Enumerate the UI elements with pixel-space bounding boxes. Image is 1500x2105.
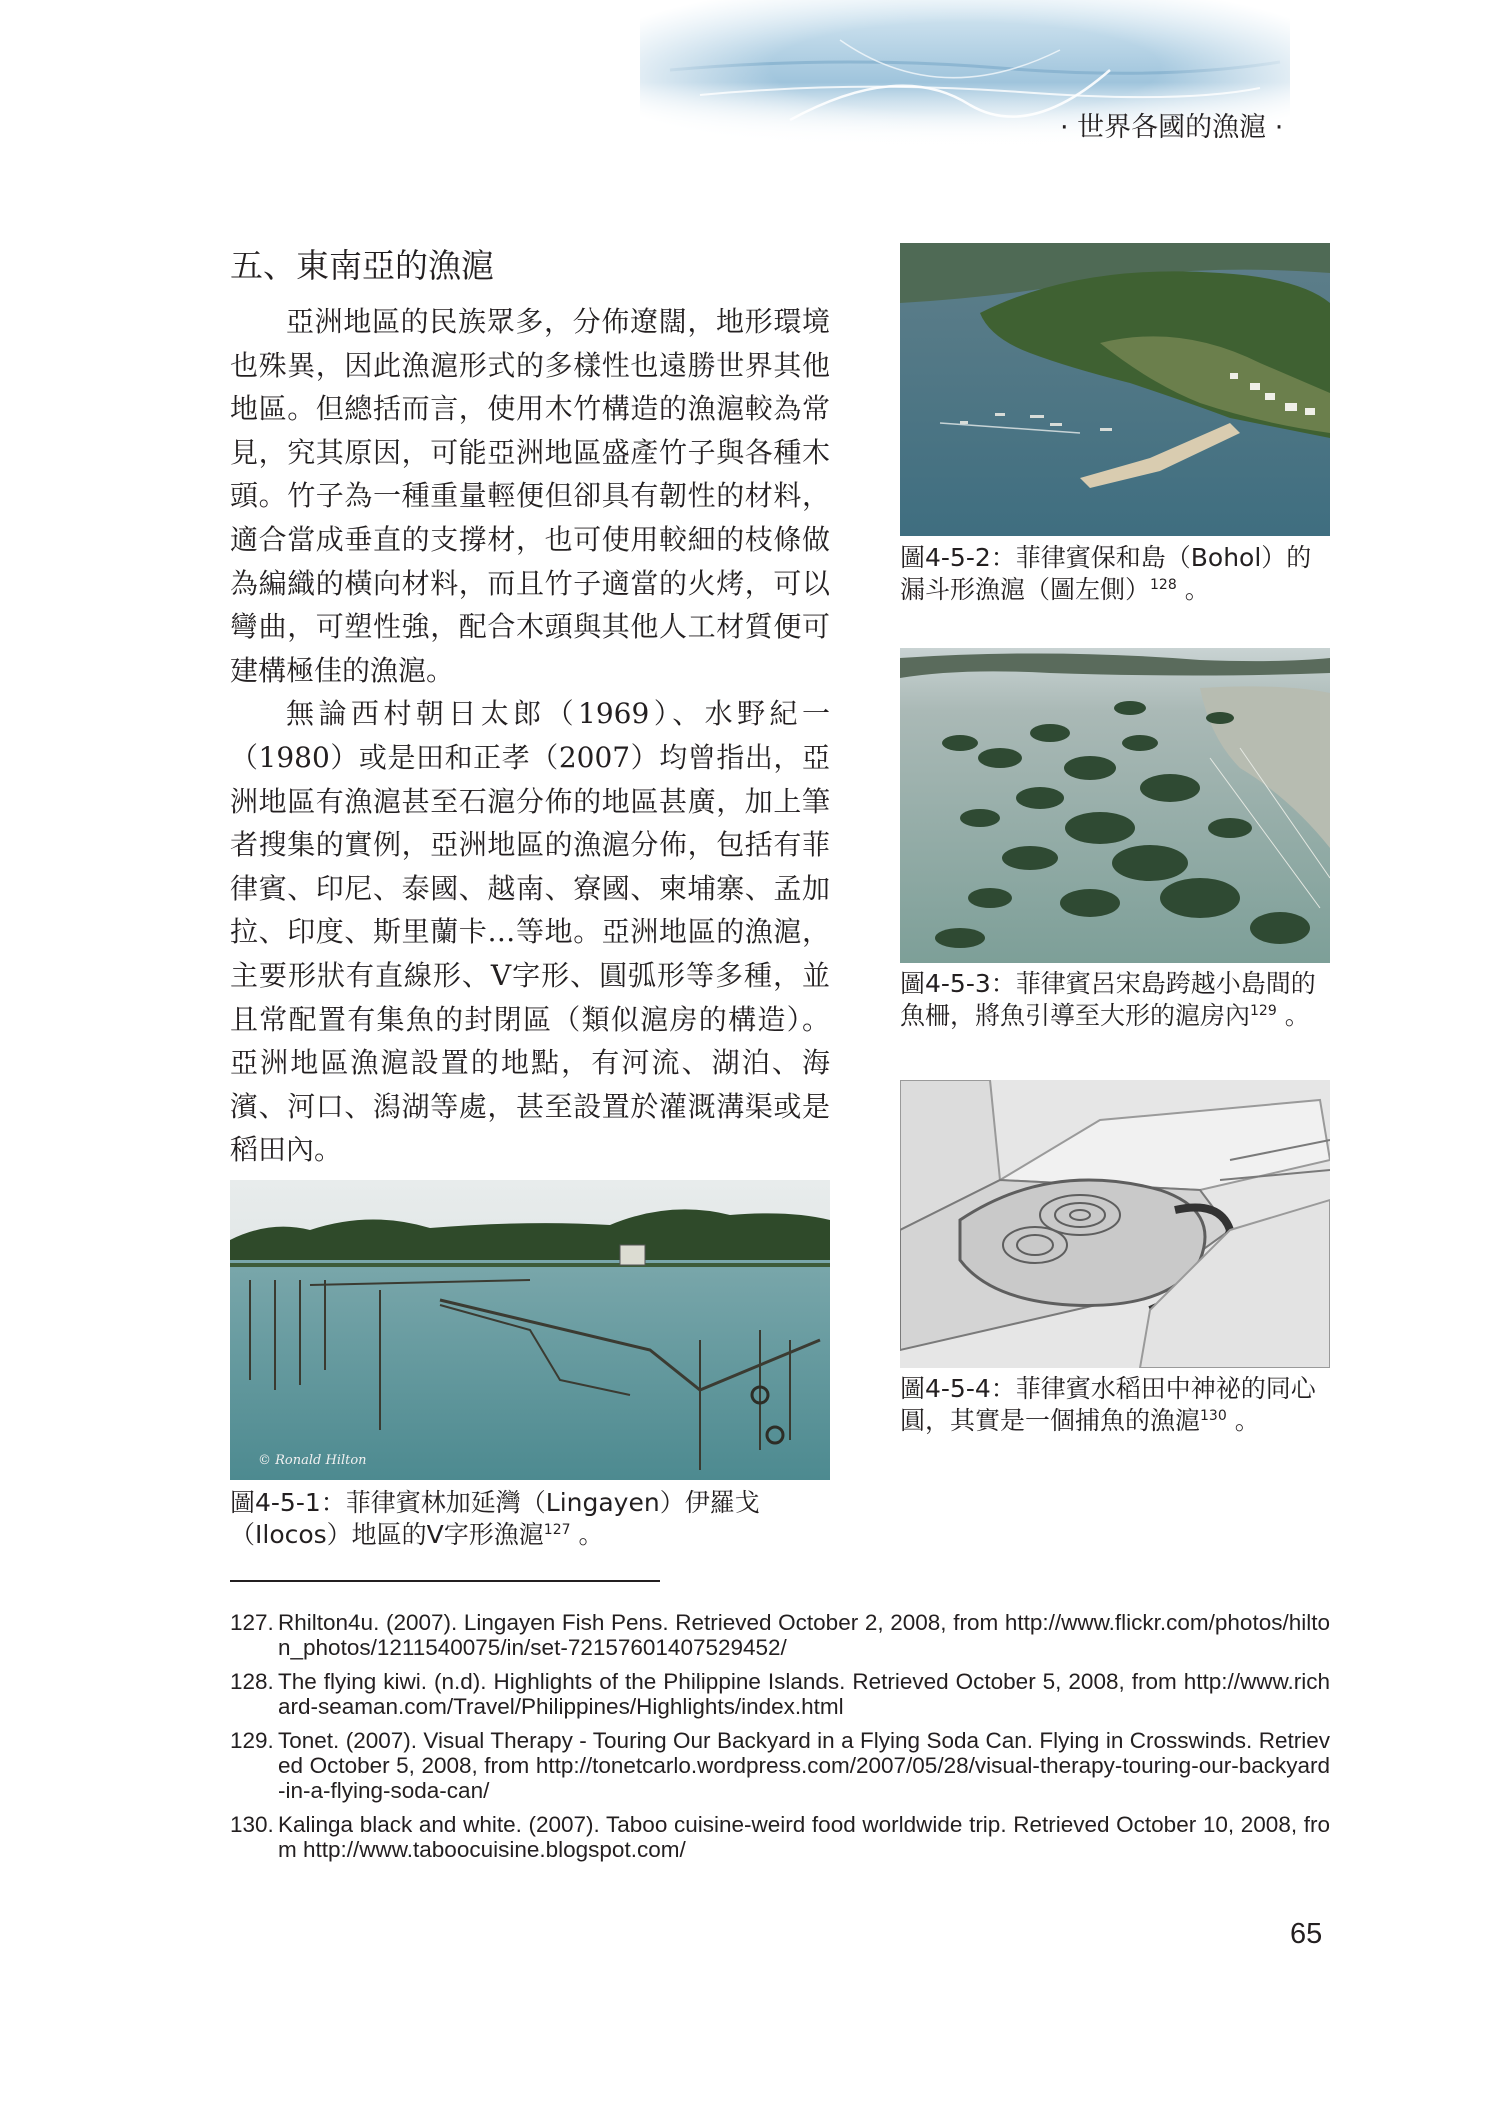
caption-end: 。 [1184, 575, 1210, 604]
footnote-text: Tonet. (2007). Visual Therapy - Touring Our Backyard in a Flying Soda Can. Flying in Crosswinds. Retrieved October 5, 2008, from http://tonetcarlo.wordpress.com/2007/05/28/visual-therapy-touring-our-backyard-in-a-flying-soda-can/ [278, 1728, 1330, 1803]
footnote-text: Rhilton4u. (2007). Lingayen Fish Pens. Retrieved October 2, 2008, from http://www.flickr.com/photos/hilton_photos/1211540075/in/set-72157601407529452/ [278, 1610, 1330, 1660]
section-title: 五、東南亞的漁滬 [230, 246, 494, 285]
footnote [230, 1812, 1330, 1862]
footnote-number: 129. [230, 1728, 274, 1753]
footnote-number: 127. [230, 1610, 274, 1635]
figure-ricefield-photo [900, 1080, 1330, 1368]
footnote-ref: 128 [1150, 577, 1177, 593]
running-head: · 世界各國的漁滬 · [1060, 112, 1284, 143]
photo-watermark: © Ronald Hilton [258, 1453, 367, 1468]
page-number: 65 [1290, 1918, 1323, 1950]
caption-text: 圖4-5-2：菲律賓保和島（Bohol）的漏斗形漁滬（圖左側） [900, 543, 1312, 604]
body-text [230, 300, 830, 1172]
caption-end: 。 [1284, 1001, 1310, 1030]
caption-end: 。 [1234, 1406, 1260, 1435]
footnote-number: 128. [230, 1669, 274, 1694]
footnote-ref: 127 [543, 1522, 571, 1538]
footnote-divider [230, 1580, 660, 1582]
footnote [230, 1728, 1330, 1803]
figure-bohol-photo [900, 243, 1330, 536]
figure-caption [900, 1373, 1330, 1437]
figure-caption [900, 542, 1330, 606]
footnote-text: Kalinga black and white. (2007). Taboo cuisine-weird food worldwide trip. Retrieved October 10, 2008, from http://www.taboocuisine.blogspot.com/ [278, 1812, 1330, 1862]
footnote-ref: 130 [1200, 1408, 1227, 1424]
caption-text: 圖4-5-4：菲律賓水稻田中神祕的同心圓，其實是一個捕魚的漁滬 [900, 1374, 1316, 1435]
footnote [230, 1669, 1330, 1719]
figure-caption [900, 968, 1330, 1032]
footnote-ref: 129 [1250, 1003, 1277, 1019]
footnote-text: The flying kiwi. (n.d). Highlights of the Philippine Islands. Retrieved October 5, 2008, from http://www.richard-seaman.com/Travel/Philippines/Highlights/index.html [278, 1669, 1330, 1719]
caption-text: 圖4-5-1：菲律賓林加延灣（Lingayen）伊羅戈（Ilocos）地區的V字形漁滬 [230, 1488, 760, 1549]
figure-caption [230, 1487, 830, 1551]
caption-text: 圖4-5-3：菲律賓呂宋島跨越小島間的魚柵，將魚引導至大形的滬房內 [900, 969, 1316, 1030]
body-paragraph: 亞洲地區的民族眾多，分佈遼闊，地形環境也殊異，因此漁滬形式的多樣性也遠勝世界其他地區。但總括而言，使用木竹構造的漁滬較為常見，究其原因，可能亞洲地區盛產竹子與各種木頭。竹子為一種重量輕便但卻具有韌性的材料，適合當成垂直的支撐材，也可使用較細的枝條做為編織的橫向材料，而且竹子適當的火烤，可以彎曲，可塑性強，配合木頭與其他人工材質便可建構極佳的漁滬。 [230, 305, 830, 687]
footnote [230, 1610, 1330, 1660]
body-paragraph: 無論西村朝日太郎（1969）、水野紀一（1980）或是田和正孝（2007）均曾指出，亞洲地區有漁滬甚至石滬分佈的地區甚廣，加上筆者搜集的實例，亞洲地區的漁滬分佈，包括有菲律賓、印尼、泰國、越南、寮國、柬埔寨、孟加拉、印度、斯里蘭卡…等地。亞洲地區的漁滬，主要形狀有直線形、V字形、圓弧形等多種，並且常配置有集魚的封閉區（類似滬房的構造）。亞洲地區漁滬設置的地點，有河流、湖泊、海濱、河口、潟湖等處，甚至設置於灌溉溝渠或是稻田內。 [230, 697, 830, 1167]
caption-end: 。 [578, 1520, 604, 1549]
footnote-number: 130. [230, 1812, 274, 1837]
figure-lingayen-photo [230, 1180, 830, 1480]
figure-luzon-photo [900, 648, 1330, 963]
footnotes [230, 1610, 1330, 1871]
